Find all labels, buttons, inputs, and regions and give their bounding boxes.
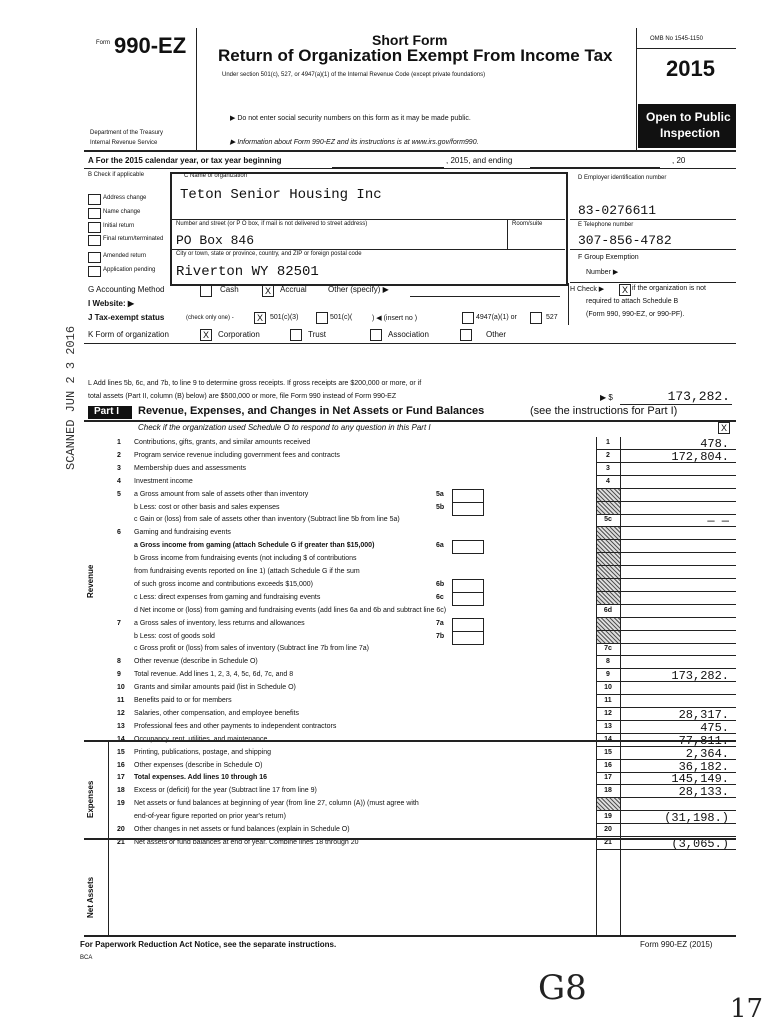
- b-checkbox-label: Initial return: [103, 223, 135, 229]
- line-label: c Gain or (loss) from sale of assets other than inventory (Subtract line 5b from line 5a): [134, 516, 400, 524]
- line-label: Membership dues and assessments: [134, 464, 247, 472]
- table-row: [0, 540, 770, 553]
- line-label: Other revenue (describe in Schedule O): [134, 658, 258, 666]
- omb-number: OMB No 1545-1150: [650, 36, 703, 42]
- b-checkbox[interactable]: [88, 208, 101, 219]
- line-ref: 10: [604, 684, 612, 692]
- line-number: 7: [117, 619, 121, 627]
- subline-number: 6a: [436, 542, 444, 550]
- insert-no-label: ) ◀ (insert no ): [372, 315, 418, 322]
- subline-amount-field[interactable]: [452, 618, 484, 632]
- line-label: Benefits paid to or for members: [134, 697, 232, 704]
- table-row: [0, 450, 770, 463]
- subline-number: 7b: [436, 632, 445, 640]
- subline-number: 6c: [436, 593, 444, 601]
- line-l-text-2: total assets (Part II, column (B) below) are $500,000 or more, file Form 990 instead of Form 990-EZ: [88, 393, 397, 400]
- accrual-checkbox[interactable]: X: [262, 285, 274, 297]
- ein-label: D Employer identification number: [578, 175, 667, 181]
- table-row: [0, 553, 770, 566]
- line-number: 11: [117, 697, 125, 704]
- line-number: 3: [117, 464, 121, 472]
- trust-label: Trust: [308, 330, 326, 339]
- line-a-label: A For the 2015 calendar year, or tax year beginning: [88, 156, 282, 165]
- line-label: b Gross income from fundraising events (not including $ of contributions: [134, 555, 357, 563]
- line-number: 9: [117, 671, 121, 679]
- line-label: Net assets or fund balances at end of year. Combine lines 18 through 20: [134, 838, 359, 846]
- tax-exempt-label: J Tax-exempt status: [88, 313, 165, 322]
- line-label: Grants and similar amounts paid (list in Schedule O): [134, 684, 296, 692]
- line-l-arrow: ▶ $: [600, 393, 613, 402]
- open-public-2: Inspection: [660, 126, 721, 140]
- line-amount[interactable]: — —: [707, 514, 729, 529]
- table-row: [0, 682, 770, 695]
- line-ref: 5c: [604, 516, 612, 524]
- line-a-end: , 20: [672, 156, 686, 165]
- 4947-checkbox[interactable]: [462, 312, 474, 324]
- line-label: Gaming and fundraising events: [134, 529, 231, 537]
- 501c3-label: 501(c)(3): [270, 314, 299, 321]
- line-amount[interactable]: (31,198.): [664, 811, 729, 826]
- c-label: C Name of organization: [184, 173, 248, 179]
- line-ref: 12: [604, 709, 612, 717]
- subline-amount-field[interactable]: [452, 540, 484, 554]
- line-label: Other expenses (describe in Schedule O): [134, 761, 263, 769]
- b-checkbox[interactable]: [88, 235, 101, 246]
- address-label: Number and street (or P O box, if mail is not delivered to street address): [176, 221, 368, 227]
- b-checkbox[interactable]: [88, 222, 101, 233]
- expenses-side-label: Expenses: [86, 780, 95, 818]
- subline-number: 5b: [436, 503, 445, 511]
- b-checkbox[interactable]: [88, 194, 101, 205]
- subline-amount-field[interactable]: [452, 631, 484, 645]
- org-city[interactable]: Riverton WY 82501: [176, 264, 319, 280]
- accrual-label: Accrual: [280, 285, 307, 294]
- table-row: [0, 721, 770, 734]
- handwritten-mark-2: 17: [730, 994, 764, 1024]
- b-checkbox-label: Amended return: [103, 253, 147, 259]
- line-label: from fundraising events reported on line 1) (attach Schedule G if the sum: [134, 568, 360, 575]
- line-label: Other changes in net assets or fund balances (explain in Schedule O): [134, 826, 350, 833]
- table-row: [0, 708, 770, 721]
- part1-label: Part I: [94, 406, 120, 417]
- line-number: 14: [117, 735, 125, 743]
- line-amount[interactable]: 36,182.: [678, 759, 729, 774]
- subline-amount-field[interactable]: [452, 502, 484, 516]
- sep-revenue: [84, 740, 736, 742]
- line-label: Program service revenue including government fees and contracts: [134, 451, 340, 459]
- line-number: 10: [117, 684, 125, 692]
- other-method-label: Other (specify) ▶: [328, 285, 389, 294]
- 501c3-checkbox[interactable]: X: [254, 312, 266, 324]
- line-label: a Gross amount from sale of assets other than inventory: [134, 490, 309, 498]
- table-row: [0, 656, 770, 669]
- form-of-org-label: K Form of organization: [88, 330, 169, 339]
- line-number: 6: [117, 529, 121, 537]
- line-label: d Net income or (loss) from gaming and fundraising events (add lines 6a and 6b and subtract line 6c): [134, 606, 447, 614]
- line-ref: 2: [606, 451, 610, 459]
- department: Department of the Treasury: [90, 130, 164, 136]
- open-public-1: Open to Public: [646, 110, 731, 124]
- line-number: 17: [117, 774, 125, 782]
- table-row: [0, 747, 770, 760]
- line-ref: 15: [604, 748, 612, 756]
- subline-number: 5a: [436, 490, 444, 498]
- table-row: [0, 760, 770, 773]
- line-l-text-1: L Add lines 5b, 6c, and 7b, to line 9 to determine gross receipts. If gross receipts are $200,000 or more, or if: [88, 380, 422, 387]
- subline-number: 6b: [436, 580, 445, 588]
- b-checkbox[interactable]: [88, 266, 101, 277]
- table-row: [0, 592, 770, 605]
- table-row: [0, 785, 770, 798]
- table-row: [0, 566, 770, 579]
- line-number: 19: [117, 800, 125, 808]
- line-label: Salaries, other compensation, and employee benefits: [134, 709, 299, 717]
- table-row: [0, 476, 770, 489]
- subline-amount-field[interactable]: [452, 592, 484, 606]
- line-amount[interactable]: 172,804.: [671, 449, 729, 464]
- table-row: [0, 579, 770, 592]
- schedule-o-checkbox[interactable]: X: [718, 422, 730, 434]
- line-ref: 17: [604, 774, 612, 782]
- room-suite-label: Room/suite: [512, 221, 543, 227]
- ssn-warning: ▶ Do not enter social security numbers on this form as it may be made public.: [230, 115, 471, 122]
- org-name[interactable]: Teton Senior Housing Inc: [180, 187, 382, 203]
- line-ref: 21: [604, 838, 612, 846]
- line-label: a Gross income from gaming (attach Schedule G if greater than $15,000): [134, 542, 375, 550]
- line-number: 18: [117, 787, 125, 795]
- 527-label: 527: [546, 314, 558, 321]
- scanned-stamp: SCANNED JUN 2 3 2016: [64, 325, 78, 470]
- sep-expenses: [84, 838, 736, 840]
- phone-label: E Telephone number: [578, 222, 634, 228]
- schedule-b-checkbox[interactable]: X: [619, 284, 631, 296]
- line-label: of such gross income and contributions exceeds $15,000): [134, 580, 313, 588]
- trust-checkbox[interactable]: [290, 329, 302, 341]
- line-number: 5: [117, 490, 121, 498]
- table-row: [0, 669, 770, 682]
- line-label: Excess or (deficit) for the year (Subtract line 17 from line 9): [134, 787, 317, 795]
- table-row: [0, 463, 770, 476]
- line-ref: 18: [604, 787, 612, 795]
- line-amount[interactable]: 77,811.: [678, 733, 729, 748]
- info-about: ▶ Information about Form 990-EZ and its instructions is at www.irs.gov/form990.: [230, 139, 479, 146]
- 4947-label: 4947(a)(1) or: [476, 314, 517, 321]
- accounting-method-label: G Accounting Method: [88, 285, 165, 294]
- table-row: [0, 811, 770, 824]
- form-title: Return of Organization Exempt From Income Tax: [218, 46, 613, 65]
- part1-note: (see the instructions for Part I): [530, 405, 678, 417]
- table-row: [0, 527, 770, 540]
- handwritten-mark-1: G8: [538, 968, 587, 1008]
- ein-value[interactable]: 83-0276611: [578, 203, 657, 218]
- h-check-label: H Check ▶: [570, 286, 605, 293]
- line-number: 2: [117, 451, 121, 459]
- line-amount[interactable]: 28,317.: [678, 707, 729, 722]
- table-row: [0, 489, 770, 502]
- line-amount[interactable]: (3,065.): [671, 836, 729, 851]
- 501c-checkbox[interactable]: [316, 312, 328, 324]
- phone-value[interactable]: 307-856-4782: [578, 233, 672, 248]
- subline-amount-field[interactable]: [452, 489, 484, 503]
- org-address[interactable]: PO Box 846: [176, 233, 255, 248]
- table-row: [0, 695, 770, 708]
- website-label: I Website: ▶: [88, 299, 135, 308]
- check-if-label: B Check if applicable: [88, 172, 145, 178]
- line-number: 21: [117, 838, 125, 846]
- line-ref: 19: [604, 813, 612, 821]
- line-ref: 11: [604, 697, 612, 704]
- line-label: c Gross profit or (loss) from sales of inventory (Subtract line 7b from line 7a): [134, 645, 369, 653]
- part1-title: Revenue, Expenses, and Changes in Net Assets or Fund Balances: [138, 405, 485, 417]
- table-row: [0, 824, 770, 837]
- line-ref: 3: [606, 464, 610, 472]
- table-row: [0, 437, 770, 450]
- table-row: [0, 772, 770, 785]
- line-ref: 1: [606, 439, 610, 446]
- line-label: Net assets or fund balances at beginning of year (from line 27, column (A)) (must agree with: [134, 800, 419, 808]
- table-row: [0, 514, 770, 527]
- b-checkbox[interactable]: [88, 252, 101, 263]
- table-row: [0, 798, 770, 811]
- table-row: [0, 605, 770, 618]
- b-checkbox-label: Address change: [103, 195, 147, 201]
- line-amount[interactable]: 173,282.: [671, 669, 729, 684]
- 501c-label: 501(c)(: [330, 314, 353, 321]
- under-section: Under section 501(c), 527, or 4947(a)(1) of the Internal Revenue Code (except private foundations): [222, 72, 486, 78]
- paperwork-notice: For Paperwork Reduction Act Notice, see the separate instructions.: [80, 940, 337, 949]
- line-ref: 16: [604, 761, 612, 769]
- line-ref: 13: [604, 722, 612, 730]
- form-ref: Form 990-EZ (2015): [640, 940, 713, 949]
- bca-label: BCA: [80, 955, 93, 961]
- 527-checkbox[interactable]: [530, 312, 542, 324]
- irs: Internal Revenue Service: [90, 140, 158, 146]
- association-label: Association: [388, 330, 429, 339]
- table-row: [0, 643, 770, 656]
- b-checkbox-label: Final return/terminated: [103, 236, 164, 242]
- cash-label: Cash: [220, 285, 239, 294]
- line-ref: 6d: [603, 606, 613, 614]
- line-number: 8: [117, 658, 121, 666]
- subline-amount-field[interactable]: [452, 579, 484, 593]
- short-form-label: Short Form: [372, 32, 448, 48]
- line-label: b Less: cost or other basis and sales expenses: [134, 503, 280, 511]
- line-amount[interactable]: 2,364.: [685, 746, 729, 761]
- line-number: 4: [117, 477, 121, 485]
- gross-receipts-value[interactable]: 173,282.: [667, 389, 730, 404]
- line-amount[interactable]: 28,133.: [678, 785, 729, 800]
- revenue-side-label: Revenue: [86, 564, 95, 598]
- line-label: Occupancy, rent, utilities, and maintenance: [134, 735, 268, 743]
- line-label: Contributions, gifts, grants, and similar amounts received: [134, 439, 311, 446]
- net-assets-side-label: Net Assets: [86, 876, 95, 918]
- b-checkbox-label: Application pending: [103, 267, 156, 273]
- table-row: [0, 618, 770, 631]
- line-ref: 8: [606, 658, 610, 666]
- other-org-label: Other: [486, 330, 507, 339]
- schedule-o-text: Check if the organization used Schedule O to respond to any question in this Part I: [138, 423, 431, 432]
- line-label: b Less: cost of goods sold: [134, 632, 215, 640]
- line-ref: 4: [606, 477, 610, 485]
- line-ref: 9: [606, 671, 610, 679]
- check-only-one: (check only one) -: [186, 315, 234, 321]
- tax-year: 2015: [666, 56, 715, 81]
- line-amount[interactable]: 478.: [700, 437, 729, 451]
- h-text-2: if the organization is not: [632, 285, 706, 292]
- b-checkbox-label: Name change: [103, 209, 141, 215]
- line-a-mid: , 2015, and ending: [446, 156, 513, 165]
- corporation-checkbox[interactable]: X: [200, 329, 212, 341]
- other-org-checkbox[interactable]: [460, 329, 472, 341]
- line-number: 12: [117, 709, 125, 717]
- table-row: [0, 502, 770, 515]
- corporation-label: Corporation: [218, 330, 260, 339]
- line-label: Investment income: [134, 477, 193, 485]
- line-number: 15: [117, 748, 125, 756]
- h-text-4: (Form 990, 990-EZ, or 990-PF).: [586, 311, 685, 318]
- line-label: end-of-year figure reported on prior year's return): [134, 813, 286, 821]
- line-label: Professional fees and other payments to independent contractors: [134, 722, 337, 730]
- form-number: 990-EZ: [114, 33, 187, 58]
- group-exemption-label: F Group Exemption: [578, 254, 639, 261]
- line-number: 16: [117, 761, 125, 769]
- line-amount[interactable]: 475.: [700, 720, 729, 735]
- line-ref: 20: [604, 826, 612, 833]
- line-label: Total expenses. Add lines 10 through 16: [134, 774, 268, 782]
- line-number: 13: [117, 722, 125, 730]
- group-exemption-number: Number ▶: [586, 269, 619, 276]
- line-label: Printing, publications, postage, and shipping: [134, 748, 271, 756]
- line-amount[interactable]: 145,149.: [671, 772, 729, 787]
- cash-checkbox[interactable]: [200, 285, 212, 297]
- subline-number: 7a: [436, 619, 444, 627]
- line-number: 20: [117, 826, 125, 833]
- association-checkbox[interactable]: [370, 329, 382, 341]
- line-ref: 7c: [604, 645, 612, 653]
- table-row: [0, 631, 770, 644]
- form-word: Form: [96, 40, 110, 46]
- line-label: c Less: direct expenses from gaming and fundraising events: [134, 593, 321, 601]
- city-label: City or town, state or province, country, and ZIP or foreign postal code: [176, 251, 362, 257]
- line-ref: 14: [604, 735, 612, 743]
- h-text-3: required to attach Schedule B: [586, 298, 679, 305]
- line-number: 1: [117, 439, 121, 446]
- line-label: a Gross sales of inventory, less returns and allowances: [134, 619, 305, 627]
- line-label: Total revenue. Add lines 1, 2, 3, 4, 5c, 6d, 7c, and 8: [134, 671, 294, 679]
